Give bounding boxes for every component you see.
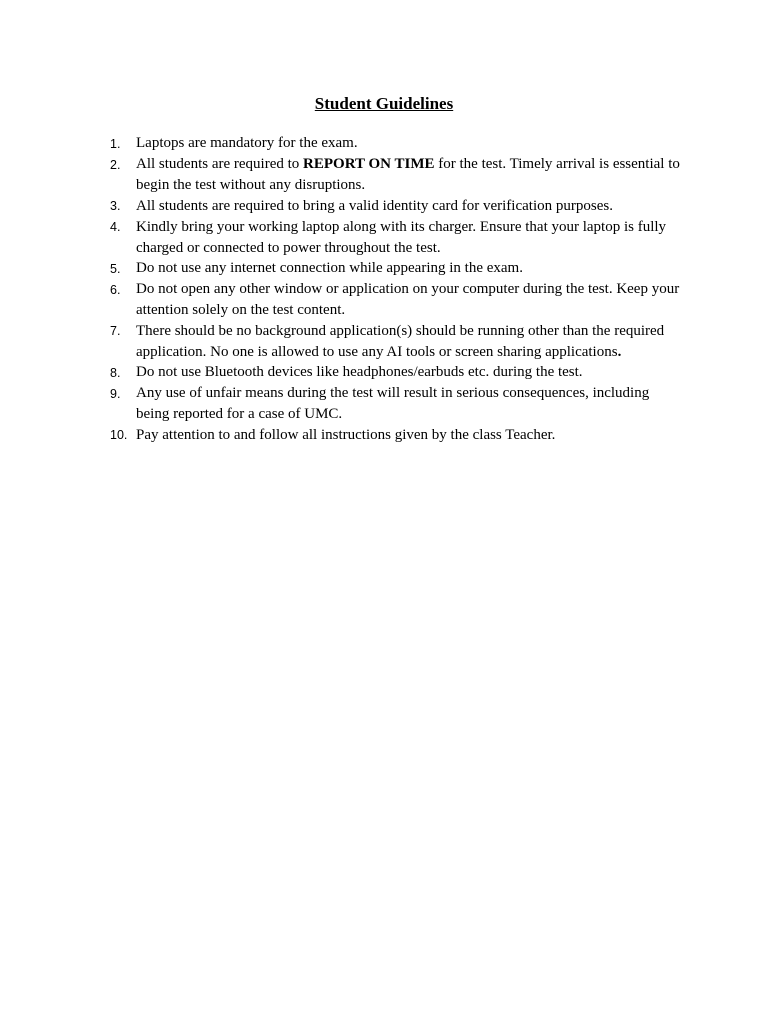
item-number: 1. [110,136,121,151]
list-item [100,154,680,195]
list-item [100,279,680,320]
list-item [100,217,680,258]
list-item [100,258,680,279]
list-item [100,133,680,154]
list-item [100,425,680,446]
item-number: 6. [110,282,121,297]
emphasis-text: . [617,343,622,360]
item-number: 7. [110,324,121,339]
item-text: Pay attention to and follow all instructions given by the class Teacher. [136,426,556,443]
item-text: Do not use any internet connection while appearing in the exam. [136,260,523,277]
item-text: There should be no background application(s) should be running other than the required application. No one is allowed to use any AI tools or screen sharing applications. [136,322,665,360]
item-number: 5. [110,261,121,276]
item-number: 2. [110,157,121,172]
list-item [100,321,680,362]
item-number: 10. [110,428,128,443]
item-number: 9. [110,386,121,401]
guidelines-list [100,133,680,446]
page-title: Student Guidelines [314,94,454,113]
list-item [100,196,680,217]
item-number: 8. [110,365,121,380]
item-text: All students are required to REPORT ON TIME for the test. Timely arrival is essential to begin the test without any disruptions. [136,156,680,193]
item-text: All students are required to bring a valid identity card for verification purposes. [136,197,613,214]
emphasis-text: REPORT ON TIME [303,156,435,173]
list-item [100,362,680,383]
list-item [100,383,680,424]
item-text: Do not use Bluetooth devices like headphones/earbuds etc. during the test. [136,364,583,381]
item-text: Any use of unfair means during the test will result in serious consequences, including being reported for a case of UMC. [136,385,650,423]
item-text: Laptops are mandatory for the exam. [136,135,358,151]
item-text: Do not open any other window or application on your computer during the test. Keep your attention solely on the test content. [136,281,680,319]
item-text: Kindly bring your working laptop along with its charger. Ensure that your laptop is fully charged or connected to power throughout the test. [136,218,667,256]
item-number: 3. [110,199,121,214]
item-number: 4. [110,220,121,235]
